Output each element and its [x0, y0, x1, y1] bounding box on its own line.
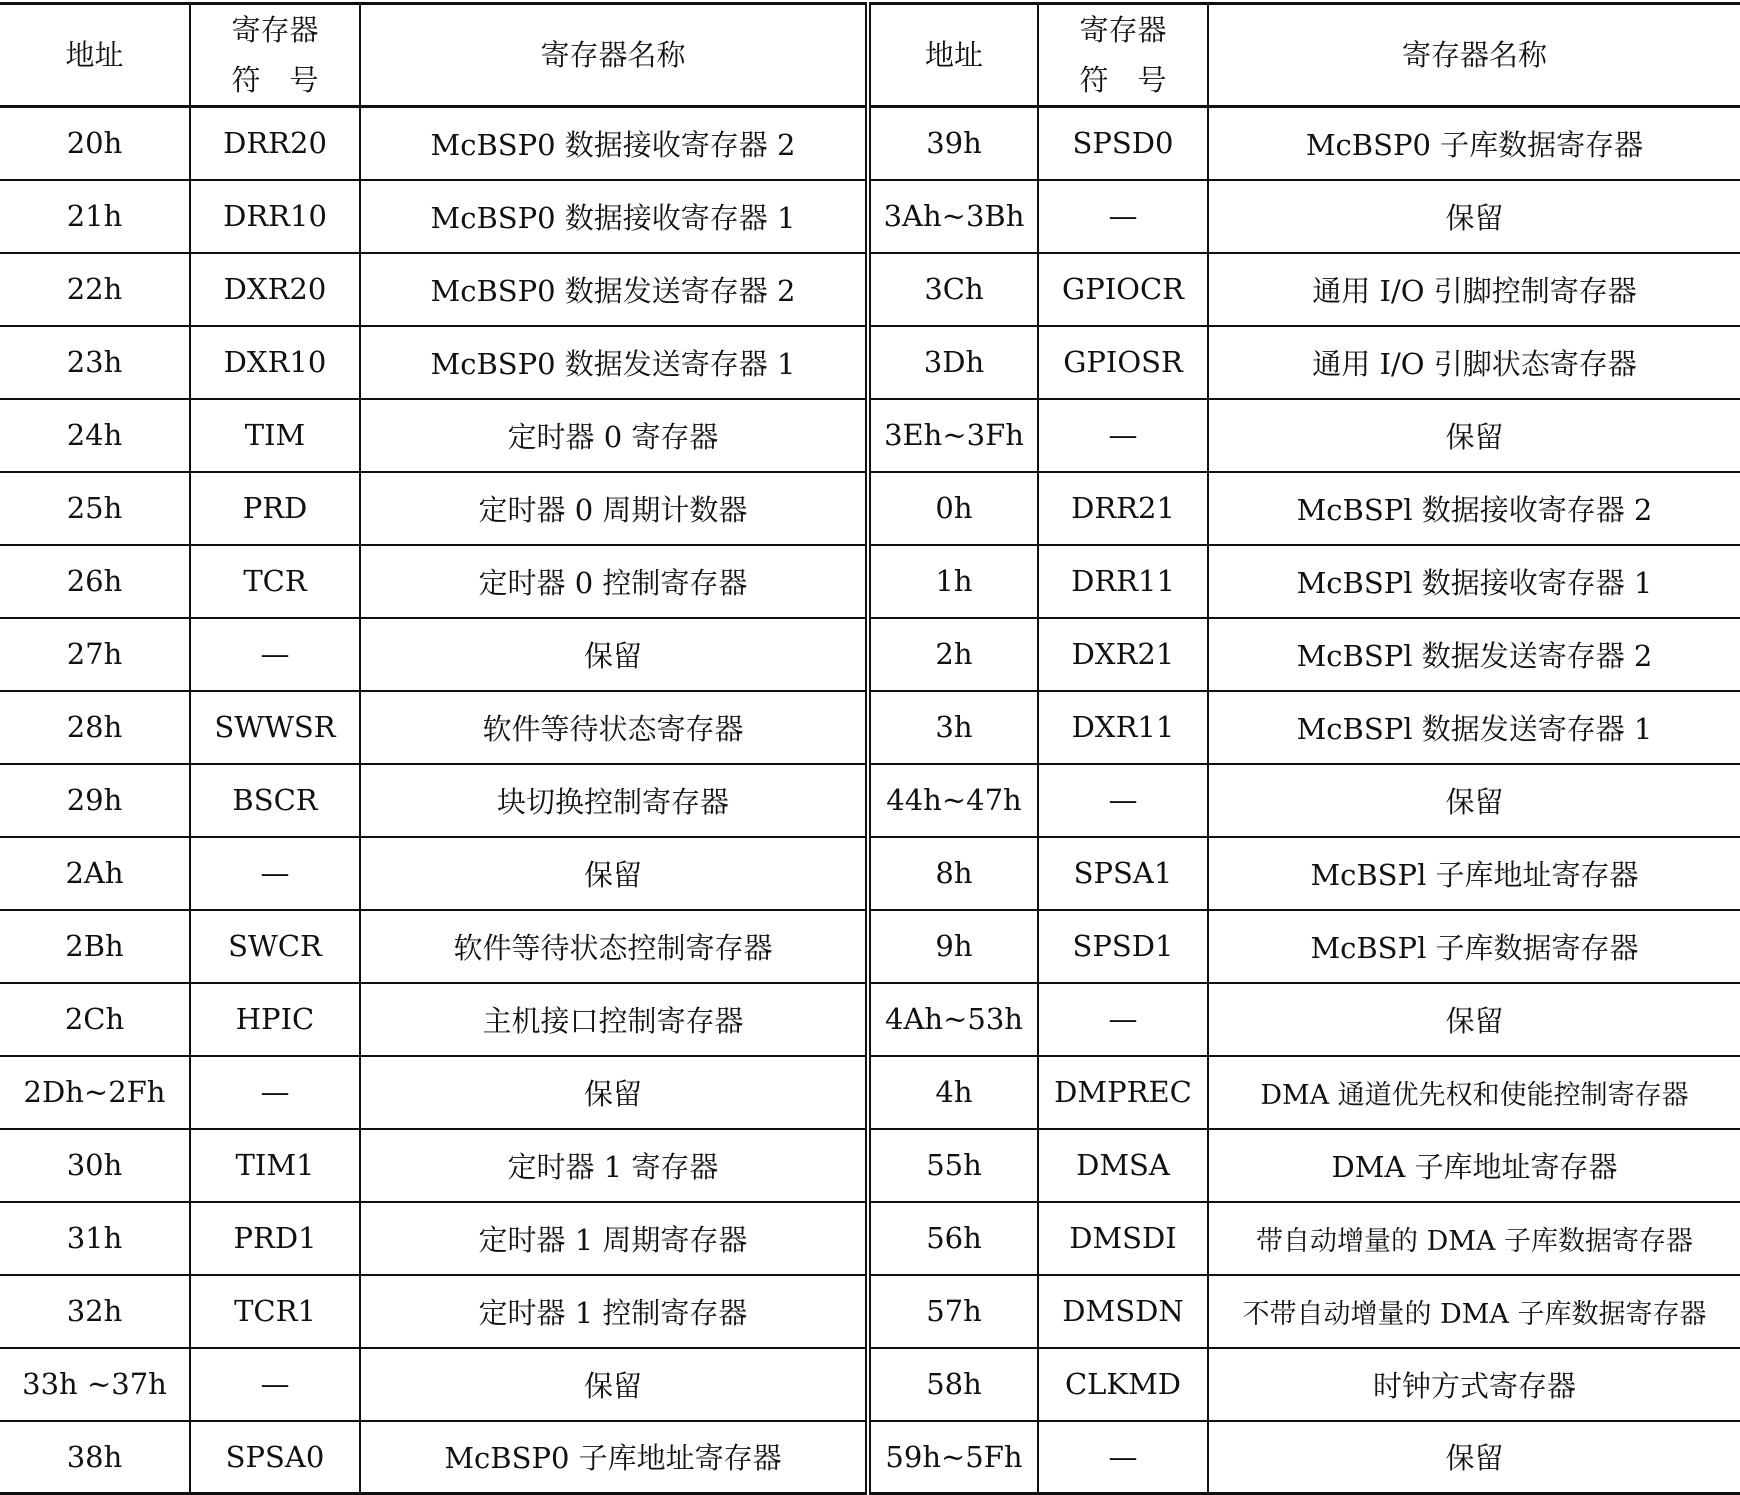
cell-symbol-left: —: [190, 837, 360, 910]
cell-address-right: 8h: [868, 837, 1038, 910]
cell-address-right: 39h: [868, 107, 1038, 180]
cell-symbol-right: DXR21: [1038, 618, 1208, 691]
cell-address-left: 21h: [0, 180, 190, 253]
cell-address-right: 0h: [868, 472, 1038, 545]
cell-name-left: 定时器 1 控制寄存器: [360, 1275, 868, 1348]
cell-name-left: 定时器 0 控制寄存器: [360, 545, 868, 618]
cell-address-right: 4h: [868, 1056, 1038, 1129]
table-header-row: [0, 4, 1740, 107]
header-symbol-right: [1038, 4, 1208, 107]
table-row: [0, 472, 1740, 545]
cell-address-right: 9h: [868, 910, 1038, 983]
cell-name-left: 定时器 1 周期寄存器: [360, 1202, 868, 1275]
cell-symbol-left: DRR20: [190, 107, 360, 180]
cell-name-left: McBSP0 数据接收寄存器 1: [360, 180, 868, 253]
header-symbol-line1: 寄存器: [231, 13, 319, 47]
table-row: [0, 107, 1740, 180]
header-symbol-right-line1: 寄存器: [1079, 13, 1167, 47]
cell-address-left: 38h: [0, 1421, 190, 1494]
cell-name-left: McBSP0 数据发送寄存器 2: [360, 253, 868, 326]
cell-name-left: 定时器 0 周期计数器: [360, 472, 868, 545]
cell-name-left: McBSP0 数据发送寄存器 1: [360, 326, 868, 399]
cell-symbol-left: SPSA0: [190, 1421, 360, 1494]
cell-address-right: 3Dh: [868, 326, 1038, 399]
cell-address-left: 24h: [0, 399, 190, 472]
cell-name-right: 时钟方式寄存器: [1208, 1348, 1740, 1421]
cell-name-left: McBSP0 子库地址寄存器: [360, 1421, 868, 1494]
header-name: 寄存器名称: [360, 4, 868, 107]
cell-symbol-right: DMSDN: [1038, 1275, 1208, 1348]
cell-name-right: 通用 I/O 引脚状态寄存器: [1208, 326, 1740, 399]
cell-address-right: 57h: [868, 1275, 1038, 1348]
cell-symbol-right: SPSD1: [1038, 910, 1208, 983]
cell-symbol-right: GPIOSR: [1038, 326, 1208, 399]
cell-address-left: 25h: [0, 472, 190, 545]
cell-address-left: 27h: [0, 618, 190, 691]
cell-name-right: 带自动增量的 DMA 子库数据寄存器: [1208, 1202, 1740, 1275]
cell-symbol-right: GPIOCR: [1038, 253, 1208, 326]
cell-address-right: 1h: [868, 545, 1038, 618]
cell-address-right: 56h: [868, 1202, 1038, 1275]
register-table: [0, 2, 1740, 1495]
header-symbol: [190, 4, 360, 107]
table-row: [0, 253, 1740, 326]
cell-address-left: 23h: [0, 326, 190, 399]
table-row: [0, 1056, 1740, 1129]
cell-name-right: 保留: [1208, 180, 1740, 253]
cell-symbol-right: SPSA1: [1038, 837, 1208, 910]
cell-name-right: DMA 子库地址寄存器: [1208, 1129, 1740, 1202]
cell-address-right: 55h: [868, 1129, 1038, 1202]
table-row: [0, 180, 1740, 253]
table-row: [0, 326, 1740, 399]
table-row: [0, 983, 1740, 1056]
cell-address-right: 3Ch: [868, 253, 1038, 326]
cell-symbol-left: DXR20: [190, 253, 360, 326]
cell-name-right: DMA 通道优先权和使能控制寄存器: [1208, 1056, 1740, 1129]
cell-name-left: 块切换控制寄存器: [360, 764, 868, 837]
table-row: [0, 1275, 1740, 1348]
cell-address-right: 3Ah~3Bh: [868, 180, 1038, 253]
cell-symbol-right: —: [1038, 983, 1208, 1056]
cell-name-right: 保留: [1208, 764, 1740, 837]
cell-symbol-left: HPIC: [190, 983, 360, 1056]
table-row: [0, 910, 1740, 983]
cell-address-right: 3h: [868, 691, 1038, 764]
cell-name-left: 主机接口控制寄存器: [360, 983, 868, 1056]
cell-address-left: 31h: [0, 1202, 190, 1275]
cell-symbol-left: PRD1: [190, 1202, 360, 1275]
table-row: [0, 1348, 1740, 1421]
cell-symbol-left: PRD: [190, 472, 360, 545]
cell-name-right: McBSP0 子库数据寄存器: [1208, 107, 1740, 180]
cell-address-left: 29h: [0, 764, 190, 837]
cell-symbol-right: —: [1038, 1421, 1208, 1494]
cell-symbol-right: DRR21: [1038, 472, 1208, 545]
cell-name-left: 定时器 1 寄存器: [360, 1129, 868, 1202]
cell-address-left: 2Ch: [0, 983, 190, 1056]
table-body: [0, 107, 1740, 1494]
cell-name-left: 软件等待状态寄存器: [360, 691, 868, 764]
cell-name-right: 不带自动增量的 DMA 子库数据寄存器: [1208, 1275, 1740, 1348]
cell-symbol-right: —: [1038, 764, 1208, 837]
cell-name-right: 保留: [1208, 983, 1740, 1056]
cell-address-right: 58h: [868, 1348, 1038, 1421]
cell-symbol-right: —: [1038, 180, 1208, 253]
cell-symbol-left: DXR10: [190, 326, 360, 399]
cell-name-right: 通用 I/O 引脚控制寄存器: [1208, 253, 1740, 326]
cell-symbol-right: SPSD0: [1038, 107, 1208, 180]
cell-address-left: 2Ah: [0, 837, 190, 910]
header-name-right: 寄存器名称: [1208, 4, 1740, 107]
cell-symbol-left: —: [190, 1056, 360, 1129]
cell-symbol-left: —: [190, 618, 360, 691]
cell-symbol-left: TCR: [190, 545, 360, 618]
cell-name-right: McBSPl 数据发送寄存器 2: [1208, 618, 1740, 691]
cell-symbol-left: SWCR: [190, 910, 360, 983]
cell-address-right: 4Ah~53h: [868, 983, 1038, 1056]
cell-symbol-left: —: [190, 1348, 360, 1421]
cell-symbol-left: BSCR: [190, 764, 360, 837]
cell-address-left: 28h: [0, 691, 190, 764]
table-row: [0, 764, 1740, 837]
cell-address-left: 30h: [0, 1129, 190, 1202]
cell-name-left: 定时器 0 寄存器: [360, 399, 868, 472]
cell-symbol-right: DMSA: [1038, 1129, 1208, 1202]
cell-symbol-left: DRR10: [190, 180, 360, 253]
cell-address-left: 2Bh: [0, 910, 190, 983]
table-row: [0, 399, 1740, 472]
cell-name-right: McBSPl 数据接收寄存器 1: [1208, 545, 1740, 618]
cell-address-right: 3Eh~3Fh: [868, 399, 1038, 472]
cell-name-right: 保留: [1208, 399, 1740, 472]
header-symbol-right-line2: 符 号: [1079, 63, 1167, 97]
cell-symbol-left: TCR1: [190, 1275, 360, 1348]
cell-symbol-right: DXR11: [1038, 691, 1208, 764]
cell-name-left: McBSP0 数据接收寄存器 2: [360, 107, 868, 180]
table-row: [0, 618, 1740, 691]
cell-symbol-right: CLKMD: [1038, 1348, 1208, 1421]
cell-address-right: 2h: [868, 618, 1038, 691]
cell-name-right: McBSPl 数据发送寄存器 1: [1208, 691, 1740, 764]
table-row: [0, 1202, 1740, 1275]
table-row: [0, 545, 1740, 618]
header-symbol-line2: 符 号: [231, 63, 319, 97]
cell-address-right: 59h~5Fh: [868, 1421, 1038, 1494]
cell-address-right: 44h~47h: [868, 764, 1038, 837]
cell-name-right: McBSPl 数据接收寄存器 2: [1208, 472, 1740, 545]
cell-name-right: McBSPl 子库地址寄存器: [1208, 837, 1740, 910]
cell-symbol-right: DRR11: [1038, 545, 1208, 618]
cell-address-left: 26h: [0, 545, 190, 618]
cell-symbol-left: TIM: [190, 399, 360, 472]
cell-address-left: 22h: [0, 253, 190, 326]
cell-name-right: 保留: [1208, 1421, 1740, 1494]
cell-address-left: 32h: [0, 1275, 190, 1348]
cell-symbol-left: SWWSR: [190, 691, 360, 764]
table-row: [0, 1421, 1740, 1494]
header-address-right: 地址: [868, 4, 1038, 107]
cell-symbol-right: DMSDI: [1038, 1202, 1208, 1275]
cell-name-left: 保留: [360, 1348, 868, 1421]
cell-address-left: 2Dh~2Fh: [0, 1056, 190, 1129]
cell-name-right: McBSPl 子库数据寄存器: [1208, 910, 1740, 983]
cell-address-left: 20h: [0, 107, 190, 180]
cell-name-left: 保留: [360, 1056, 868, 1129]
cell-name-left: 保留: [360, 837, 868, 910]
cell-symbol-left: TIM1: [190, 1129, 360, 1202]
cell-symbol-right: DMPREC: [1038, 1056, 1208, 1129]
cell-symbol-right: —: [1038, 399, 1208, 472]
table-row: [0, 691, 1740, 764]
cell-address-left: 33h ~37h: [0, 1348, 190, 1421]
table-row: [0, 1129, 1740, 1202]
table-row: [0, 837, 1740, 910]
header-address: 地址: [0, 4, 190, 107]
cell-name-left: 软件等待状态控制寄存器: [360, 910, 868, 983]
cell-name-left: 保留: [360, 618, 868, 691]
